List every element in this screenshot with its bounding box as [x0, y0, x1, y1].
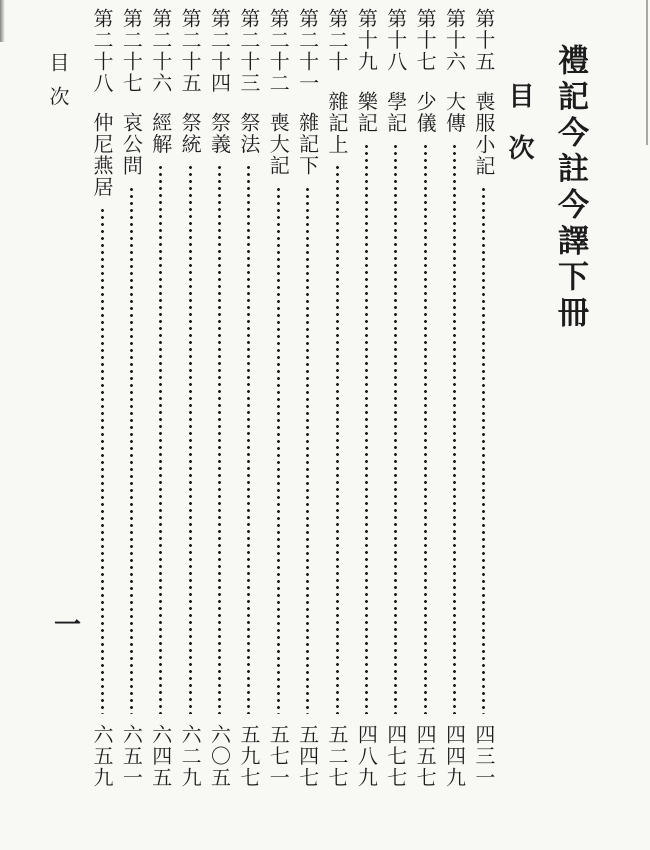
toc-entry-title: 祭義: [207, 112, 232, 155]
toc-entry-page-number: 五七一: [266, 723, 291, 788]
toc-entry-page-number: 四八九: [354, 723, 379, 788]
toc-entry-page-number: 六五九: [90, 723, 114, 788]
toc-entry: [119, 8, 143, 788]
toc-entry-page-number: 五九七: [236, 723, 261, 788]
toc-entry-dot-leader: [364, 143, 369, 714]
toc-entry-dot-leader: [158, 164, 163, 714]
toc-entry: [266, 8, 290, 788]
toc-entry-title: 經解: [148, 112, 173, 155]
toc-entry: [90, 8, 114, 788]
toc-entry-title: 樂記: [354, 90, 379, 134]
toc-entry-title: 哀公問: [119, 112, 144, 177]
toc-entry-dot-leader: [423, 143, 428, 714]
toc-entry-chapter: 第二十一: [295, 8, 320, 94]
toc-entry-dot-leader: [452, 143, 457, 714]
toc-entry-page-number: 六二九: [178, 723, 203, 788]
toc-entry-title: 學記: [383, 90, 408, 134]
toc-entry-chapter: 第二十五: [178, 8, 203, 94]
toc-entry: [384, 8, 408, 788]
toc-entry-dot-leader: [335, 164, 340, 714]
scan-artifact: [0, 0, 5, 42]
toc-entry: [443, 8, 467, 788]
toc-heading: 目次: [504, 82, 534, 186]
toc-entry-title: 大傳: [442, 90, 467, 134]
toc-entry: [472, 8, 496, 788]
toc-list: [90, 8, 496, 788]
toc-entry-chapter: 第十七: [413, 8, 438, 73]
toc-entry-title: 喪服小記: [471, 90, 496, 177]
toc-entry-dot-leader: [188, 164, 193, 714]
toc-entry-dot-leader: [393, 143, 398, 714]
toc-entry-page-number: 六〇五: [207, 723, 232, 788]
toc-entry: [325, 8, 349, 788]
toc-entry-page-number: 四三一: [471, 723, 496, 788]
toc-entry-chapter: 第二十三: [236, 8, 261, 94]
toc-entry-title: 喪大記: [266, 112, 291, 177]
toc-entry: [237, 8, 261, 788]
toc-entry-page-number: 六四五: [148, 723, 173, 788]
toc-entry-dot-leader: [217, 164, 222, 714]
book-title: 禮記今註今譯下冊: [552, 44, 588, 332]
toc-entry-dot-leader: [276, 186, 281, 714]
toc-entry: [413, 8, 437, 788]
toc-entry-title: 祭法: [236, 112, 261, 155]
toc-entry-dot-leader: [481, 186, 486, 714]
toc-entry-dot-leader: [305, 186, 310, 714]
toc-entry-chapter: 第十六: [442, 8, 467, 73]
toc-entry-dot-leader: [100, 207, 105, 714]
toc-entry-page-number: 四五七: [413, 723, 438, 788]
toc-entry-title: 雜記下: [295, 112, 320, 177]
toc-entry: [354, 8, 378, 788]
scan-artifact: [646, 0, 648, 145]
toc-entry-page-number: 四四九: [442, 723, 467, 788]
toc-entry-chapter: 第二十二: [266, 8, 291, 94]
toc-entry-dot-leader: [129, 186, 134, 714]
folio-page-number: 一: [49, 610, 80, 637]
toc-entry-chapter: 第二十: [325, 8, 349, 73]
toc-entry-title: 祭統: [178, 112, 203, 155]
toc-entry-chapter: 第二十七: [119, 8, 144, 94]
running-header: 目次: [46, 52, 70, 120]
toc-entry-dot-leader: [246, 164, 251, 714]
toc-entry-chapter: 第十八: [383, 8, 408, 73]
toc-entry: [178, 8, 202, 788]
toc-entry-chapter: 第二十六: [148, 8, 173, 94]
toc-entry-page-number: 五四七: [295, 723, 320, 788]
toc-entry: [296, 8, 320, 788]
toc-entry-chapter: 第十五: [471, 8, 496, 73]
toc-entry-page-number: 四七七: [383, 723, 408, 788]
toc-entry-page-number: 五二七: [325, 723, 349, 788]
toc-entry: [208, 8, 232, 788]
toc-entry-page-number: 六五一: [119, 723, 144, 788]
toc-entry-chapter: 第二十四: [207, 8, 232, 94]
toc-entry-chapter: 第十九: [354, 8, 379, 73]
toc-entry: [149, 8, 173, 788]
toc-entry-title: 雜記上: [325, 90, 349, 155]
toc-entry-chapter: 第二十八: [90, 8, 114, 94]
toc-entry-title: 少儀: [413, 90, 438, 134]
toc-entry-title: 仲尼燕居: [90, 112, 114, 198]
